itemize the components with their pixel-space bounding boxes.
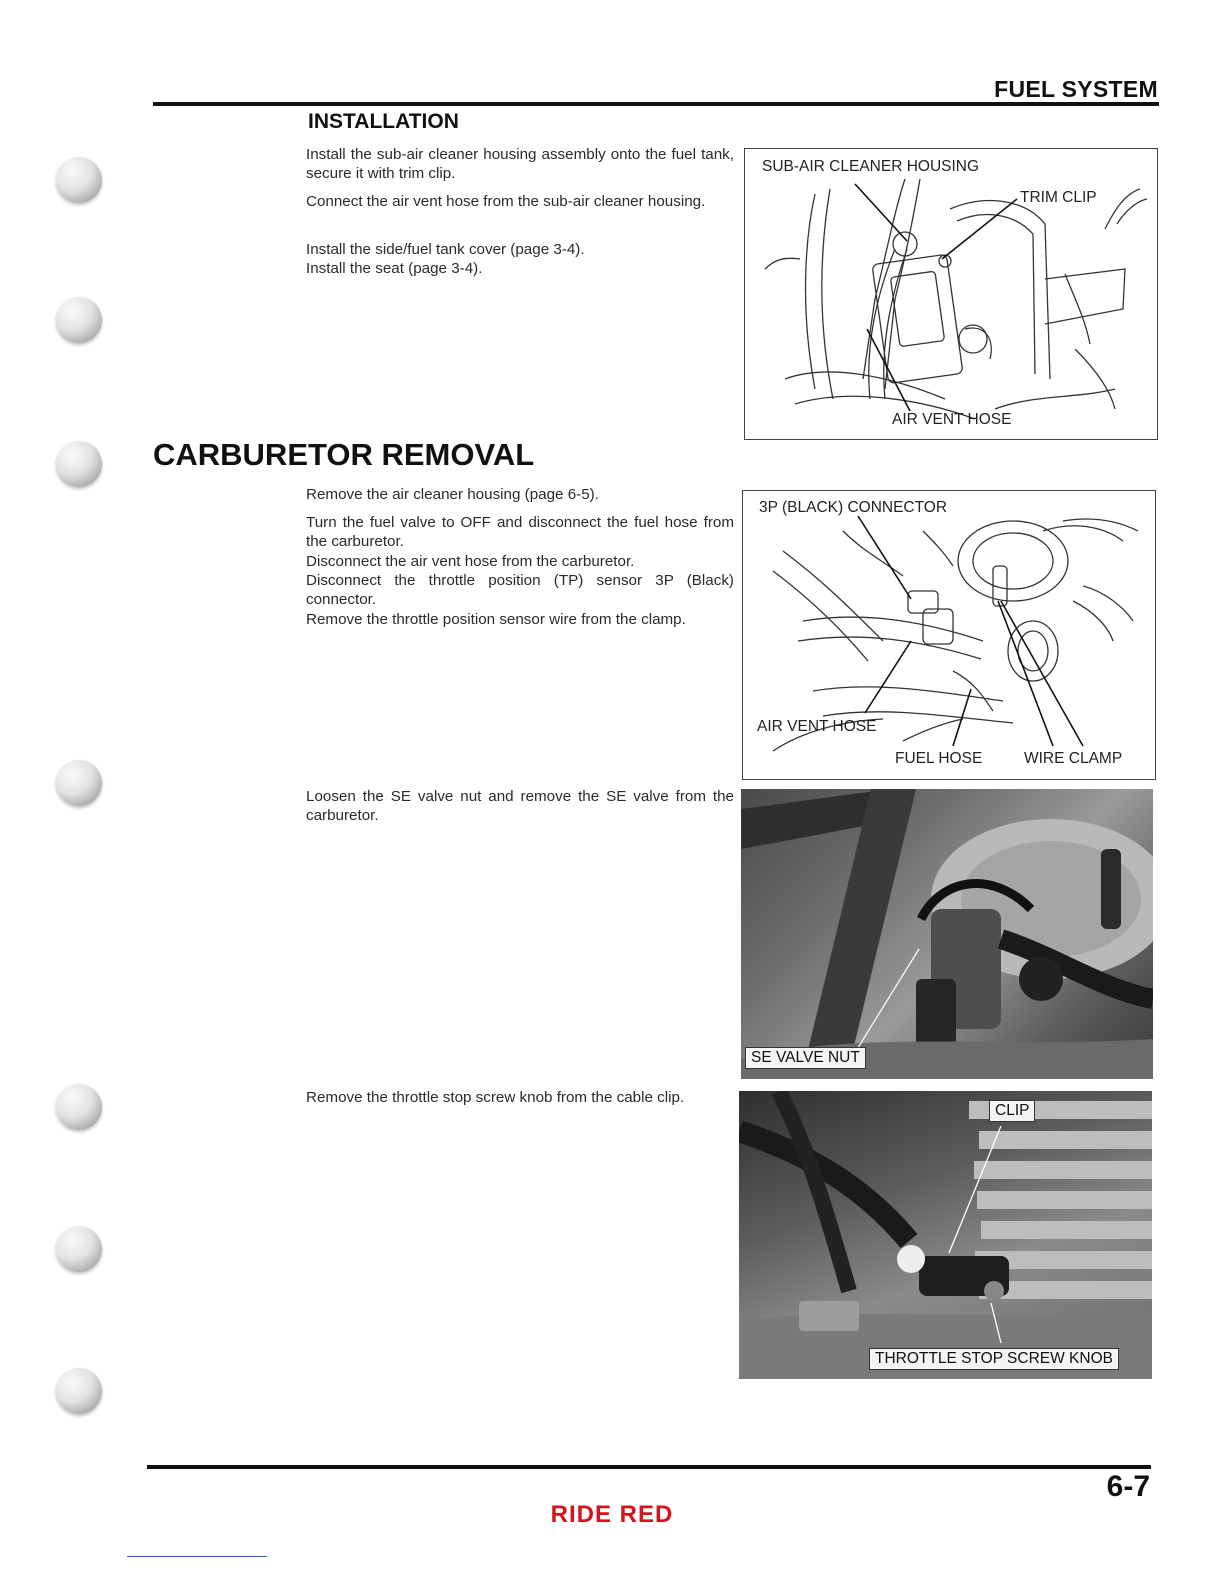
page-number: 6-7 (1106, 1470, 1150, 1503)
photo-se-valve-nut (741, 789, 1153, 1079)
footer-rule (147, 1465, 1151, 1469)
installation-step-3b: Install the seat (page 3-4). (306, 260, 483, 277)
throttle-photo-shapes (739, 1091, 1152, 1379)
label-3p-black-connector: 3P (BLACK) CONNECTOR (759, 499, 948, 516)
section-title: FUEL SYSTEM (994, 76, 1158, 102)
removal-step-2d: Remove the throttle position sensor wire from the clamp. (306, 611, 686, 628)
label-clip: CLIP (989, 1100, 1035, 1122)
label-air-vent-hose: AIR VENT HOSE (757, 718, 877, 735)
label-trim-clip: TRIM CLIP (1020, 189, 1097, 206)
label-throttle-stop-screw-knob: THROTTLE STOP SCREW KNOB (869, 1348, 1119, 1370)
se-valve-photo-shapes (741, 789, 1153, 1079)
photo-throttle-stop-knob (739, 1091, 1152, 1379)
label-sub-air-cleaner-housing: SUB-AIR CLEANER HOUSING (762, 158, 980, 175)
binder-hole (56, 441, 102, 487)
binder-hole (56, 297, 102, 343)
installation-step-1: Install the sub-air cleaner housing assembly onto the fuel tank, secure it with trim clip. (306, 146, 734, 182)
removal-step-3: Loosen the SE valve nut and remove the SE valve from the carburetor. (306, 788, 734, 824)
brand-footer: RIDE RED (550, 1501, 674, 1528)
installation-step-2: Connect the air vent hose from the sub-air cleaner housing. (306, 193, 706, 210)
removal-step-4: Remove the throttle stop screw knob from the cable clip. (306, 1089, 685, 1106)
label-se-valve-nut: SE VALVE NUT (745, 1047, 866, 1069)
carburetor-removal-heading: CARBURETOR REMOVAL (153, 437, 535, 472)
installation-step-3a: Install the side/fuel tank cover (page 3-4). (306, 241, 585, 258)
binder-hole (56, 1368, 102, 1414)
binder-hole (56, 157, 102, 203)
label-fuel-hose: FUEL HOSE (895, 750, 983, 767)
installation-heading: INSTALLATION (308, 110, 459, 133)
figure-carburetor-connections (742, 490, 1156, 780)
header-rule (153, 102, 1159, 106)
removal-step-2c: Disconnect the throttle position (TP) sensor 3P (Black) connector. (306, 572, 734, 608)
removal-step-2b: Disconnect the air vent hose from the carburetor. (306, 553, 635, 570)
binder-hole (56, 760, 102, 806)
binder-hole (56, 1084, 102, 1130)
binder-hole (56, 1226, 102, 1272)
label-air-vent-hose: AIR VENT HOSE (892, 411, 1012, 428)
label-wire-clamp: WIRE CLAMP (1024, 750, 1123, 767)
removal-step-2a: Turn the fuel valve to OFF and disconnect the fuel hose from the carburetor. (306, 514, 734, 550)
footer-link-underline (127, 1556, 267, 1557)
figure-sub-air-cleaner (744, 148, 1158, 440)
removal-step-1: Remove the air cleaner housing (page 6-5). (306, 486, 599, 503)
